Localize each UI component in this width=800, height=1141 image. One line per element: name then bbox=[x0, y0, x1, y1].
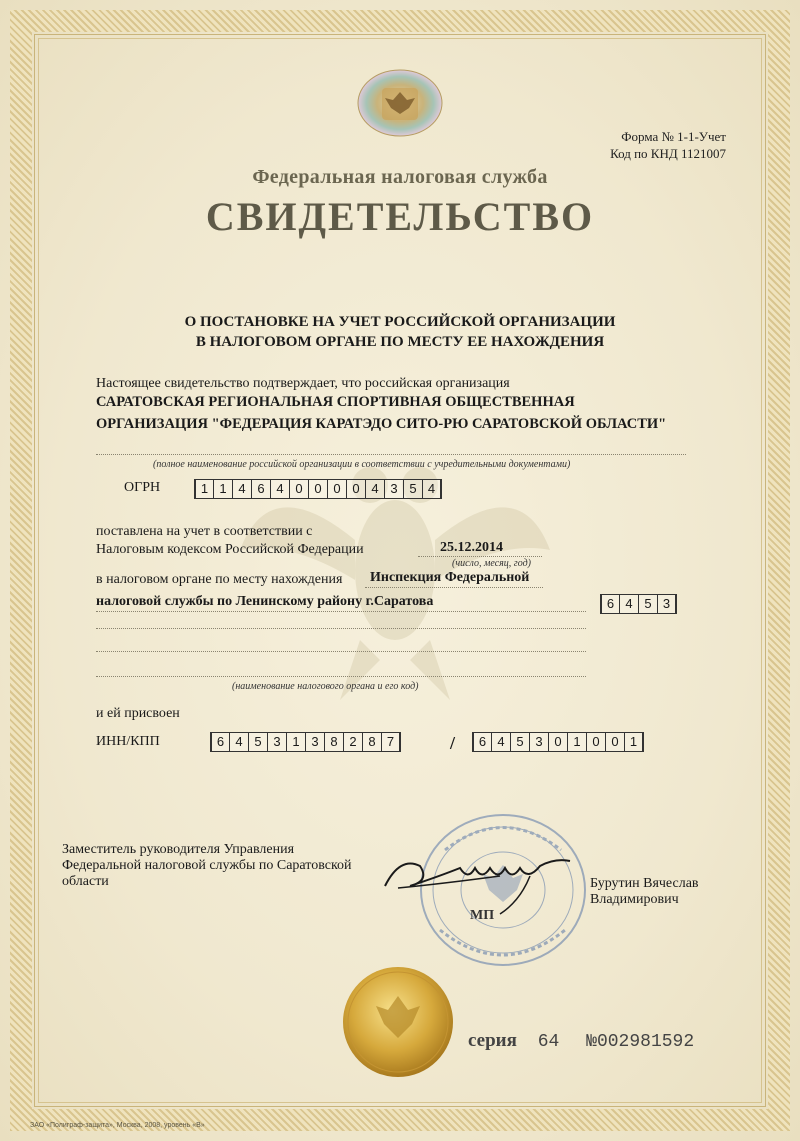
signatory-name-line-1: Бурутин Вячеслав bbox=[590, 876, 699, 891]
kpp-digit: 1 bbox=[567, 732, 587, 752]
org-name-line-1: САРАТОВСКАЯ РЕГИОНАЛЬНАЯ СПОРТИВНАЯ ОБЩЕСТВЕННАЯ bbox=[96, 394, 575, 410]
document-subtitle bbox=[0, 312, 800, 352]
authority-rule-4 bbox=[96, 651, 586, 652]
ogrn-digit: 0 bbox=[308, 479, 328, 499]
date-rule bbox=[418, 556, 542, 557]
authority-name-part-1: Инспекция Федеральной bbox=[370, 570, 530, 585]
stamp-mp-label: МП bbox=[470, 908, 495, 923]
subtitle-line-2: В НАЛОГОВОМ ОРГАНЕ ПО МЕСТУ ЕЕ НАХОЖДЕНИЯ bbox=[195, 334, 605, 350]
registration-date: 25.12.2014 bbox=[440, 540, 503, 555]
signatory-name-line-2: Владимирович bbox=[590, 892, 679, 907]
ogrn-digit: 0 bbox=[289, 479, 309, 499]
series-label: серия bbox=[468, 1030, 517, 1051]
authority-code-digit: 3 bbox=[657, 594, 677, 614]
series-info bbox=[468, 1030, 694, 1052]
gold-seal-icon bbox=[342, 966, 454, 1078]
inn-digit: 3 bbox=[305, 732, 325, 752]
service-name: Федеральная налоговая служба bbox=[252, 166, 548, 188]
ogrn-digit: 3 bbox=[384, 479, 404, 499]
kpp-digit: 5 bbox=[510, 732, 530, 752]
inn-digit: 5 bbox=[248, 732, 268, 752]
ogrn-digit: 1 bbox=[213, 479, 233, 499]
inn-digit: 2 bbox=[343, 732, 363, 752]
signatory-position-line-1: Заместитель руководителя Управления bbox=[62, 842, 295, 857]
authority-code-digit: 6 bbox=[600, 594, 620, 614]
kpp-digit: 3 bbox=[529, 732, 549, 752]
ogrn-digit: 4 bbox=[232, 479, 252, 499]
authority-code-digit: 5 bbox=[638, 594, 658, 614]
ogrn-digit: 1 bbox=[194, 479, 214, 499]
kpp-digit: 4 bbox=[491, 732, 511, 752]
org-name-rule bbox=[96, 454, 686, 455]
inn-digit: 1 bbox=[286, 732, 306, 752]
authority-caption: (наименование налогового органа и его код) bbox=[232, 681, 419, 692]
kpp-digits bbox=[472, 732, 644, 752]
ogrn-digit: 6 bbox=[251, 479, 271, 499]
form-info bbox=[610, 128, 726, 162]
inn-digit: 8 bbox=[362, 732, 382, 752]
ogrn-digit: 4 bbox=[365, 479, 385, 499]
authority-name-part-2: налоговой службы по Ленинскому району г.Саратова bbox=[96, 594, 434, 609]
inn-kpp-separator: / bbox=[450, 733, 456, 753]
signatory-position-line-3: области bbox=[62, 874, 109, 889]
registration-line-1: поставлена на учет в соответствии с bbox=[96, 524, 313, 539]
intro-text: Настоящее свидетельство подтверждает, что российская организация bbox=[96, 376, 510, 391]
ogrn-digit: 0 bbox=[346, 479, 366, 499]
ogrn-digits bbox=[194, 479, 442, 499]
authority-rule-1 bbox=[365, 587, 543, 588]
authority-rule-2 bbox=[96, 611, 586, 612]
signature-icon bbox=[380, 846, 575, 916]
kpp-digit: 0 bbox=[548, 732, 568, 752]
authority-rule-3 bbox=[96, 628, 586, 629]
assigned-text: и ей присвоен bbox=[96, 706, 180, 721]
kpp-digit: 0 bbox=[586, 732, 606, 752]
subtitle-line-1: О ПОСТАНОВКЕ НА УЧЕТ РОССИЙСКОЙ ОРГАНИЗАЦИИ bbox=[184, 314, 616, 330]
org-name-line-2: ОРГАНИЗАЦИЯ "ФЕДЕРАЦИЯ КАРАТЭДО СИТО-РЮ САРАТОВСКОЙ ОБЛАСТИ" bbox=[96, 416, 667, 432]
ogrn-label: ОГРН bbox=[124, 480, 161, 495]
inn-digit: 8 bbox=[324, 732, 344, 752]
org-name-caption: (полное наименование российской организации в соответствии с учредительными документами) bbox=[153, 459, 571, 470]
document-title: СВИДЕТЕЛЬСТВО bbox=[205, 194, 595, 239]
ogrn-digit: 5 bbox=[403, 479, 423, 499]
knd-code: Код по КНД 1121007 bbox=[610, 146, 726, 161]
inn-digit: 3 bbox=[267, 732, 287, 752]
ogrn-digit: 4 bbox=[270, 479, 290, 499]
inn-digit: 6 bbox=[210, 732, 230, 752]
printer-footer: ЗАО «Полиграф-защита», Москва, 2008, уровень «В» bbox=[30, 1122, 205, 1129]
ogrn-digit: 4 bbox=[422, 479, 442, 499]
authority-code-digit: 4 bbox=[619, 594, 639, 614]
series-region: 64 bbox=[537, 1032, 560, 1052]
registration-line-2: Налоговым кодексом Российской Федерации bbox=[96, 542, 364, 557]
authority-code-digits bbox=[600, 594, 677, 614]
inn-digits bbox=[210, 732, 401, 752]
inn-digit: 4 bbox=[229, 732, 249, 752]
authority-rule-5 bbox=[96, 676, 586, 677]
series-number: №002981592 bbox=[586, 1032, 695, 1052]
authority-intro: в налоговом органе по месту нахождения bbox=[96, 572, 343, 587]
kpp-digit: 1 bbox=[624, 732, 644, 752]
form-number: Форма № 1-1-Учет bbox=[621, 129, 726, 144]
kpp-digit: 6 bbox=[472, 732, 492, 752]
signatory-position-line-2: Федеральной налоговой службы по Саратовской bbox=[62, 858, 352, 873]
inn-digit: 7 bbox=[381, 732, 401, 752]
kpp-digit: 0 bbox=[605, 732, 625, 752]
ogrn-digit: 0 bbox=[327, 479, 347, 499]
hologram-emblem-icon bbox=[355, 68, 445, 138]
date-caption: (число, месяц, год) bbox=[452, 558, 531, 569]
inn-kpp-label: ИНН/КПП bbox=[96, 734, 160, 749]
